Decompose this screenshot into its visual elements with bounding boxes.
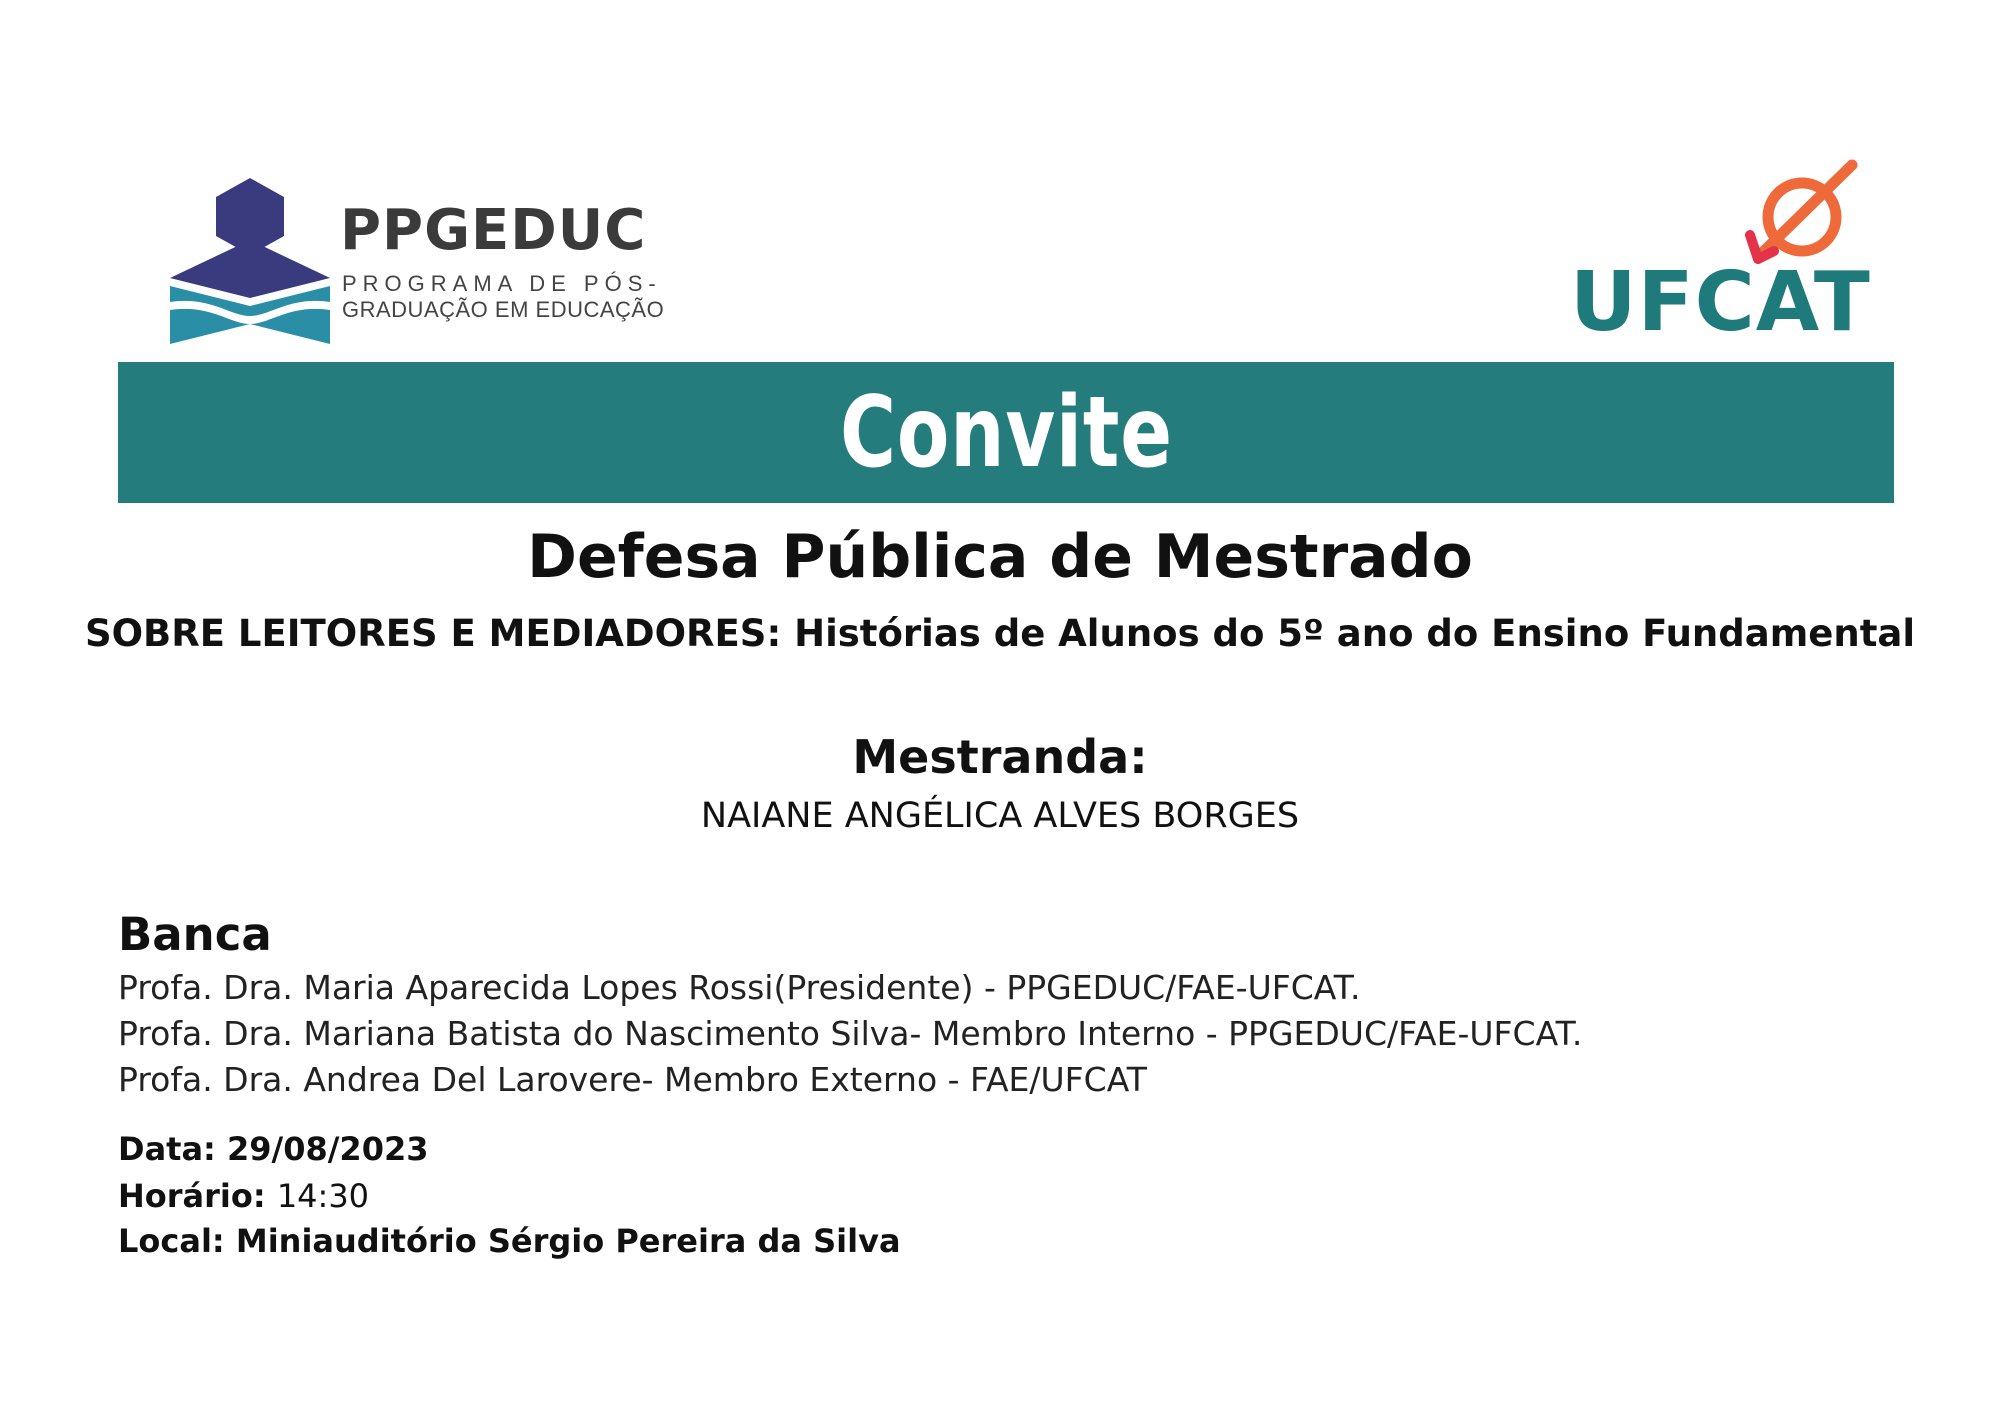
time-value: 14:30: [276, 1177, 370, 1215]
ppgeduc-logo-name: PPGEDUC: [340, 198, 647, 263]
thesis-title: SOBRE LEITORES E MEDIADORES: Histórias de Alunos do 5º ano do Ensino Fundamental: [84, 612, 1916, 655]
committee-member: Profa. Dra. Maria Aparecida Lopes Rossi(Presidente) - PPGEDUC/FAE-UFCAT.: [118, 968, 1361, 1007]
date-label: Data:: [118, 1130, 216, 1168]
ppgeduc-logo: [130, 168, 665, 358]
place-label: Local:: [118, 1222, 225, 1260]
ufcat-logo: [1570, 155, 1871, 350]
ppgeduc-logo-subtitle-1: PROGRAMA DE PÓS-: [342, 271, 662, 296]
committee-heading: Banca: [118, 908, 272, 961]
ppgeduc-logo-mark: [170, 178, 330, 348]
student-label: Mestranda:: [852, 730, 1148, 784]
committee-member: Profa. Dra. Andrea Del Larovere- Membro Externo - FAE/UFCAT: [118, 1060, 1147, 1099]
banner-title: Convite: [839, 375, 1173, 490]
committee-member: Profa. Dra. Mariana Batista do Nascimento Silva- Membro Interno - PPGEDUC/FAE-UFCAT.: [118, 1014, 1583, 1053]
ppgeduc-logo-subtitle-2: GRADUAÇÃO EM EDUCAÇÃO: [342, 297, 665, 322]
event-type-heading: Defesa Pública de Mestrado: [527, 522, 1473, 592]
place-line: [118, 1222, 901, 1260]
time-line: [118, 1177, 369, 1215]
date-value: 29/08/2023: [226, 1130, 429, 1168]
ufcat-logo-name: UFCAT: [1570, 255, 1871, 350]
invite-banner: [118, 362, 1894, 503]
time-label: Horário:: [118, 1177, 266, 1215]
date-line: [118, 1130, 428, 1168]
place-value: Miniauditório Sérgio Pereira da Silva: [235, 1222, 901, 1260]
student-name: NAIANE ANGÉLICA ALVES BORGES: [700, 796, 1300, 836]
